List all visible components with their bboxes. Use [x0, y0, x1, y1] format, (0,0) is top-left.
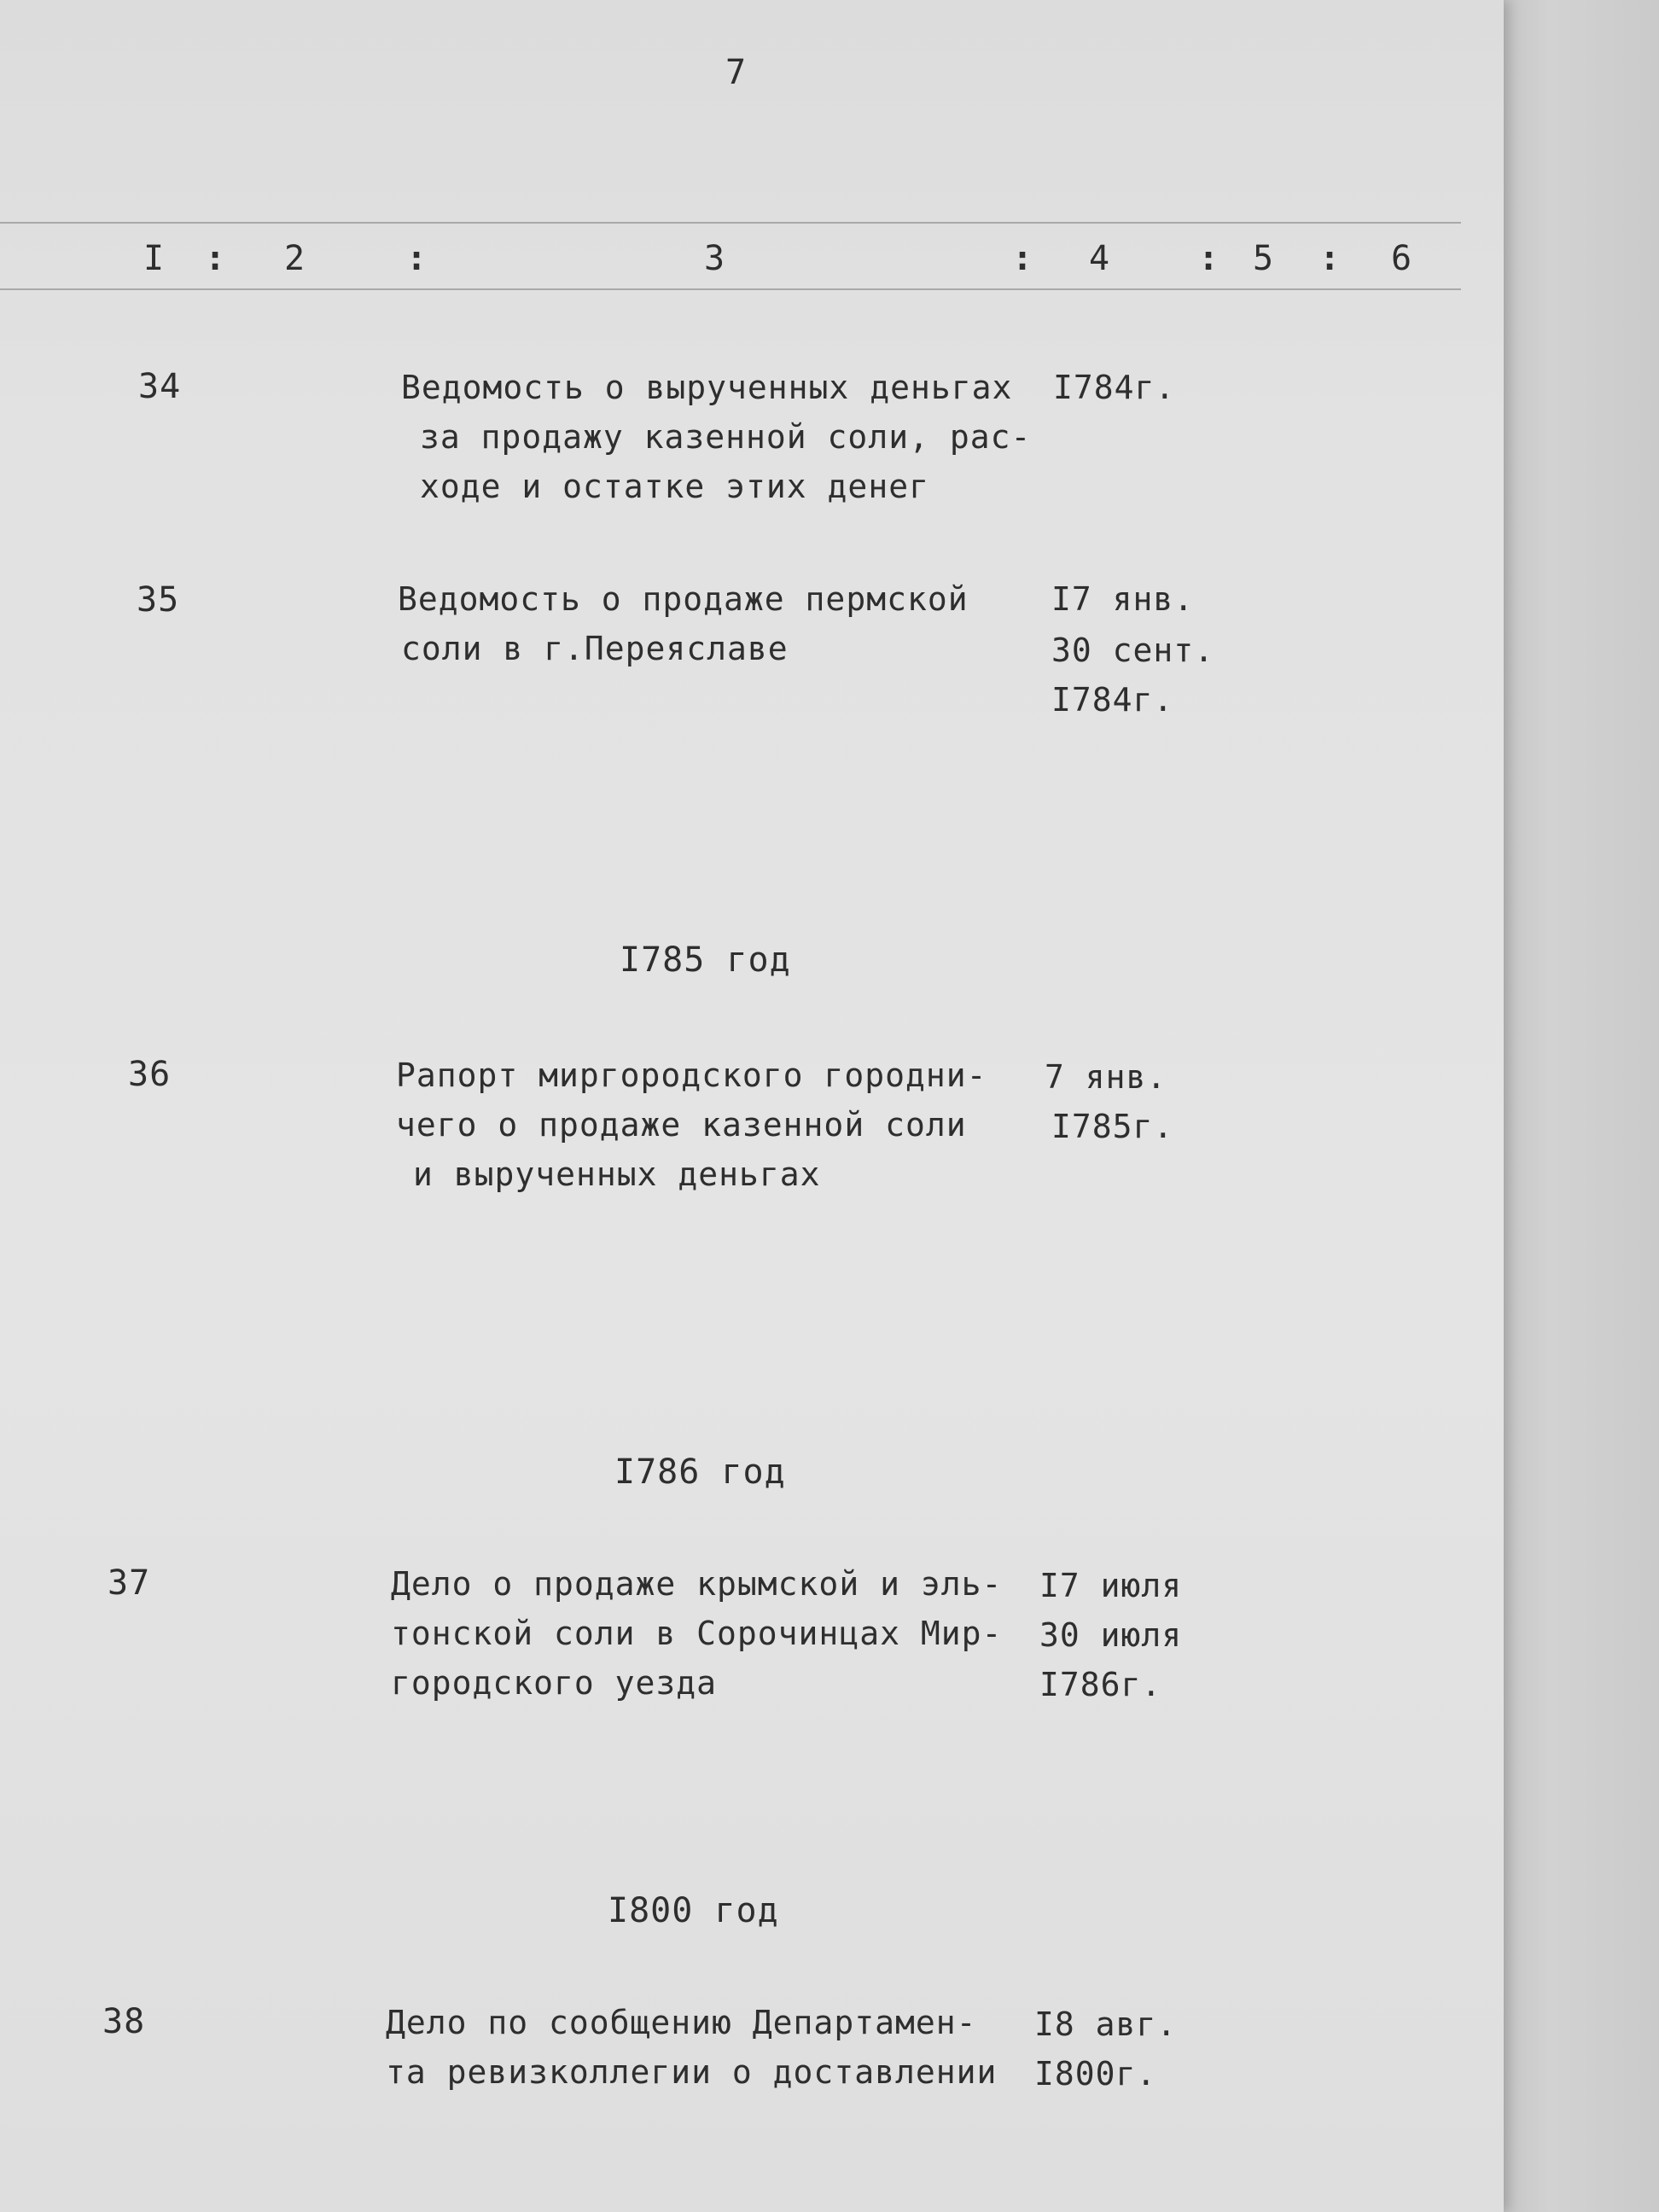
entry-number: 37	[108, 1563, 151, 1603]
entry-title-line: за продажу казенной соли, рас-	[420, 418, 1032, 456]
entry-number: 36	[128, 1055, 172, 1094]
entry-date-line: I786г.	[1039, 1666, 1162, 1703]
column-header-5: 5	[1253, 239, 1274, 278]
column-header-1: I	[143, 239, 165, 278]
year-heading: I786 год	[614, 1452, 786, 1492]
entry-title-line: ходе и остатке этих денег	[420, 468, 929, 505]
entry-title-line: чего о продаже казенной соли	[396, 1106, 967, 1144]
entry-title-line: тонской соли в Сорочинцах Мир-	[391, 1615, 1003, 1652]
column-header-4: 4	[1089, 239, 1110, 278]
entry-date-line: I784г.	[1051, 681, 1174, 719]
entry-number: 34	[138, 367, 182, 406]
entry-date-line: I8 авг.	[1034, 2005, 1178, 2043]
entry-title-line: та ревизколлегии о доставлении	[386, 2053, 998, 2091]
entry-title-line: соли в г.Переяславе	[401, 630, 789, 667]
column-header-3: 3	[704, 239, 725, 278]
year-heading: I800 год	[608, 1891, 779, 1930]
entry-date-line: 30 июля	[1039, 1616, 1183, 1654]
column-separator: :	[1319, 239, 1341, 278]
entry-title-line: и вырученных деньгах	[413, 1155, 821, 1193]
entry-date-line: 7 янв.	[1045, 1058, 1167, 1096]
entry-date-line: I7 июля	[1039, 1567, 1183, 1604]
entry-title-line: Дело по сообщению Департамен-	[386, 2004, 977, 2041]
entry-number: 35	[137, 580, 180, 620]
header-rule-top	[0, 222, 1461, 224]
entry-title-line: Рапорт миргородского городни-	[396, 1057, 987, 1094]
entry-title-line: Дело о продаже крымской и эль-	[391, 1565, 1003, 1603]
header-rule-bottom	[0, 288, 1461, 290]
underlying-page-edge	[1504, 0, 1659, 2212]
column-header-6: 6	[1391, 239, 1412, 278]
column-separator: :	[1012, 239, 1033, 278]
column-separator: :	[1198, 239, 1220, 278]
entry-date-line: I800г.	[1034, 2055, 1157, 2093]
entry-title-line: Ведомость о вырученных деньгах	[401, 369, 1013, 406]
entry-title-line: городского уезда	[391, 1664, 718, 1702]
year-heading: I785 год	[620, 940, 791, 980]
entry-date-line: 30 сент.	[1051, 632, 1215, 669]
column-separator: :	[205, 239, 226, 278]
column-header-2: 2	[284, 239, 306, 278]
entry-title-line: Ведомость о продаже пермской	[398, 580, 969, 618]
entry-date-line: I784г.	[1053, 369, 1176, 406]
entry-date-line: I785г.	[1051, 1108, 1174, 1145]
page-number: 7	[725, 53, 748, 92]
entry-number: 38	[102, 2002, 146, 2041]
entry-date-line: I7 янв.	[1051, 580, 1195, 618]
column-separator: :	[406, 239, 428, 278]
